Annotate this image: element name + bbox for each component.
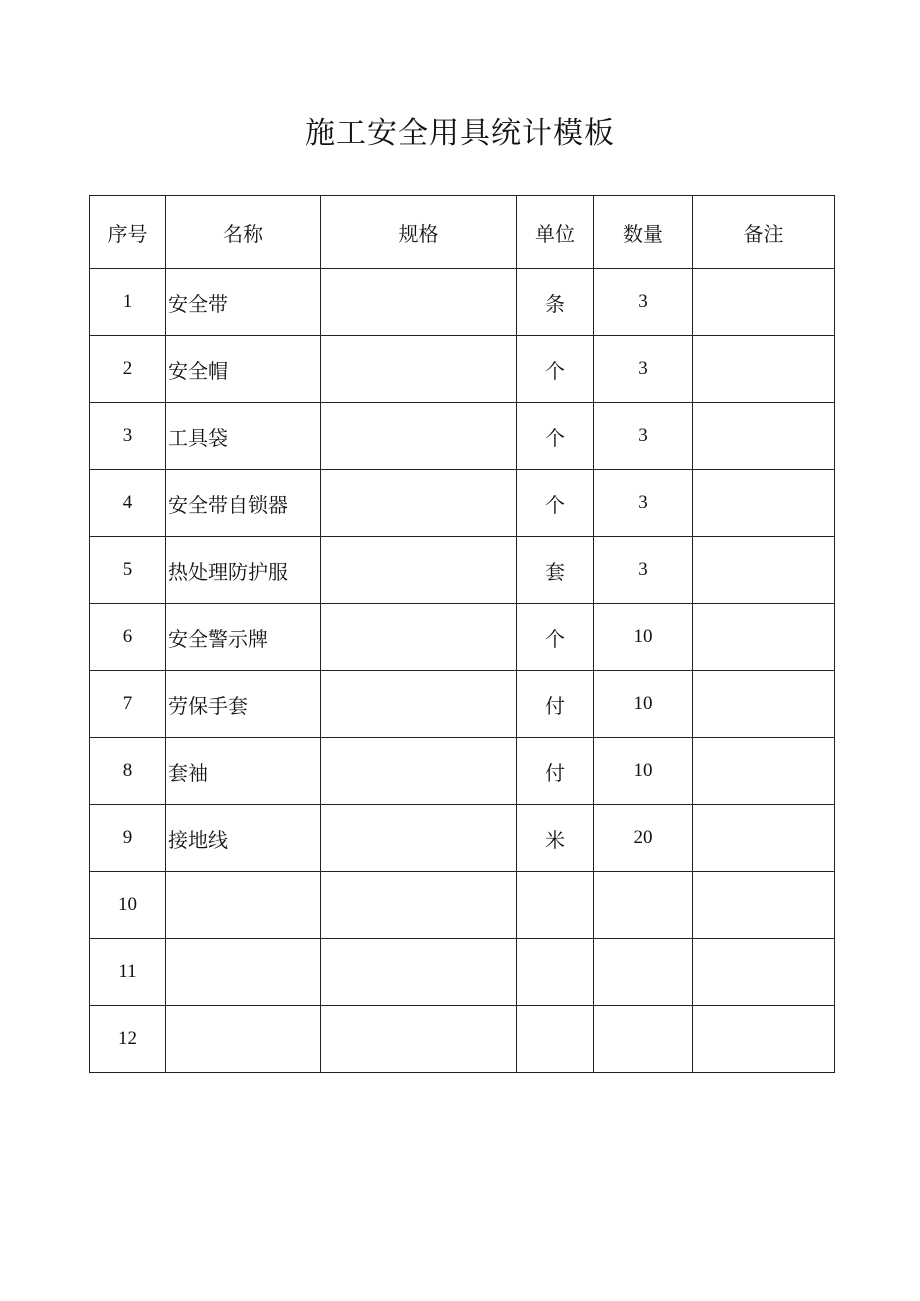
cell-spec: [321, 269, 517, 336]
header-note: 备注: [693, 196, 835, 269]
cell-no: 11: [90, 939, 166, 1006]
header-name: 名称: [166, 196, 321, 269]
safety-equipment-table: [89, 195, 835, 1073]
cell-qty: 10: [594, 738, 693, 805]
cell-note: [693, 604, 835, 671]
table-row: [90, 939, 835, 1006]
header-spec: 规格: [321, 196, 517, 269]
cell-unit: 套: [517, 537, 594, 604]
cell-unit: 个: [517, 403, 594, 470]
header-unit: 单位: [517, 196, 594, 269]
table-row: [90, 537, 835, 604]
cell-unit: [517, 1006, 594, 1073]
table-row: [90, 1006, 835, 1073]
cell-name: 热处理防护服: [166, 537, 321, 604]
cell-unit: 个: [517, 470, 594, 537]
cell-unit: [517, 872, 594, 939]
cell-unit: 付: [517, 671, 594, 738]
cell-qty: 3: [594, 403, 693, 470]
cell-note: [693, 939, 835, 1006]
cell-unit: 个: [517, 604, 594, 671]
cell-spec: [321, 671, 517, 738]
cell-no: 4: [90, 470, 166, 537]
cell-qty: 10: [594, 604, 693, 671]
cell-spec: [321, 872, 517, 939]
cell-unit: 米: [517, 805, 594, 872]
cell-no: 1: [90, 269, 166, 336]
header-qty: 数量: [594, 196, 693, 269]
cell-qty: 3: [594, 269, 693, 336]
cell-qty: [594, 939, 693, 1006]
cell-no: 5: [90, 537, 166, 604]
cell-name: 套袖: [166, 738, 321, 805]
cell-name: 安全带: [166, 269, 321, 336]
cell-name: 安全帽: [166, 336, 321, 403]
cell-unit: 个: [517, 336, 594, 403]
cell-spec: [321, 1006, 517, 1073]
cell-note: [693, 1006, 835, 1073]
table-row: [90, 269, 835, 336]
cell-unit: 付: [517, 738, 594, 805]
cell-no: 9: [90, 805, 166, 872]
cell-note: [693, 671, 835, 738]
cell-name: 接地线: [166, 805, 321, 872]
cell-spec: [321, 604, 517, 671]
cell-name: [166, 1006, 321, 1073]
cell-spec: [321, 470, 517, 537]
cell-qty: 3: [594, 336, 693, 403]
cell-name: [166, 872, 321, 939]
table-row: [90, 671, 835, 738]
table-row: [90, 738, 835, 805]
cell-note: [693, 805, 835, 872]
cell-note: [693, 738, 835, 805]
cell-qty: [594, 872, 693, 939]
cell-spec: [321, 336, 517, 403]
header-no: 序号: [90, 196, 166, 269]
cell-note: [693, 872, 835, 939]
cell-no: 10: [90, 872, 166, 939]
cell-no: 6: [90, 604, 166, 671]
table-row: [90, 336, 835, 403]
cell-unit: [517, 939, 594, 1006]
cell-spec: [321, 939, 517, 1006]
cell-spec: [321, 805, 517, 872]
cell-name: 安全警示牌: [166, 604, 321, 671]
cell-name: 劳保手套: [166, 671, 321, 738]
cell-qty: 3: [594, 470, 693, 537]
cell-note: [693, 336, 835, 403]
cell-no: 12: [90, 1006, 166, 1073]
table-header-row: [90, 196, 835, 269]
table-body: [90, 269, 835, 1073]
cell-spec: [321, 403, 517, 470]
cell-no: 8: [90, 738, 166, 805]
cell-qty: 3: [594, 537, 693, 604]
cell-name: 安全带自锁器: [166, 470, 321, 537]
table-row: [90, 403, 835, 470]
table-row: [90, 604, 835, 671]
page-title: 施工安全用具统计模板: [305, 116, 615, 151]
cell-no: 3: [90, 403, 166, 470]
cell-note: [693, 403, 835, 470]
cell-spec: [321, 537, 517, 604]
cell-name: [166, 939, 321, 1006]
table-row: [90, 470, 835, 537]
cell-unit: 条: [517, 269, 594, 336]
cell-note: [693, 269, 835, 336]
cell-qty: 20: [594, 805, 693, 872]
cell-spec: [321, 738, 517, 805]
table-row: [90, 805, 835, 872]
cell-no: 7: [90, 671, 166, 738]
table-row: [90, 872, 835, 939]
cell-qty: 10: [594, 671, 693, 738]
cell-note: [693, 537, 835, 604]
cell-qty: [594, 1006, 693, 1073]
cell-name: 工具袋: [166, 403, 321, 470]
cell-note: [693, 470, 835, 537]
cell-no: 2: [90, 336, 166, 403]
